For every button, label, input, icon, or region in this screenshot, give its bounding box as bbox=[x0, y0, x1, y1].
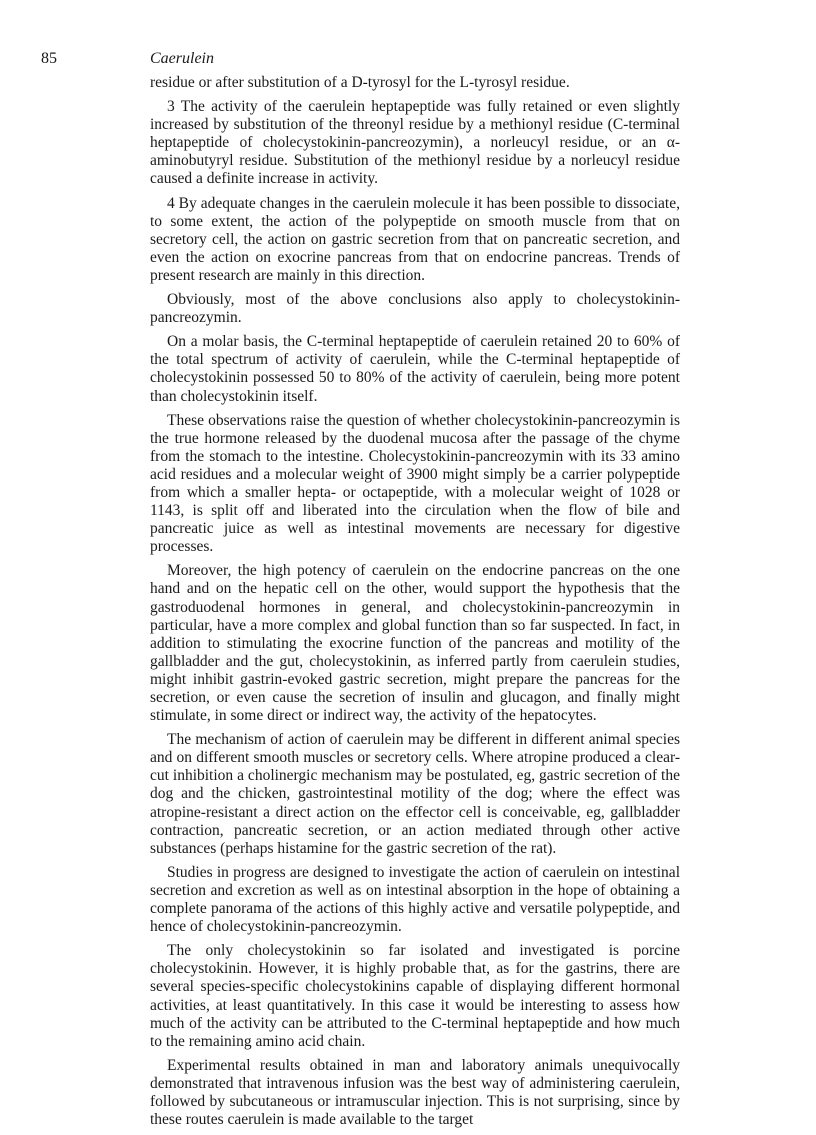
running-title: Caerulein bbox=[150, 50, 214, 67]
page-number: 85 bbox=[41, 50, 57, 67]
paragraph: 4 By adequate changes in the caerulein molecule it has been possible to dissociate, to some extent, the action of the polypeptide on smooth muscle from that on secretory cell, the action on gastric secretion from that on pancreatic secretion, and even the action on exocrine pancreas from that on endocrine pancreas. Trends of present research are mainly in this direction. bbox=[150, 194, 680, 284]
paragraph: Studies in progress are designed to investigate the action of caerulein on intestinal secretion and excretion as well as on intestinal absorption in the hope of obtaining a complete panorama of the actions of this highly active and versatile polypeptide, and hence of cholecystokinin-pancreozymin. bbox=[150, 863, 680, 936]
paragraph: 3 The activity of the caerulein heptapeptide was fully retained or even slightly increased by substitution of the threonyl residue by a methionyl residue (C-terminal heptapeptide of cholecystokinin-pancreozymin), a norleucyl residue, or an α-aminobutyryl residue. Substitution of the methionyl residue by a norleucyl residue caused a definite increase in activity. bbox=[150, 98, 680, 188]
paragraph: Experimental results obtained in man and laboratory animals unequivocally demonstrated that intravenous infusion was the best way of administering caerulein, followed by subcutaneous or intramuscular injection. This is not surprising, since by these routes caerulein is made available to the target bbox=[150, 1056, 680, 1129]
paragraph: Moreover, the high potency of caerulein on the endocrine pancreas on the one hand and on the hepatic cell on the other, would support the hypothesis that the gastroduodenal hormones in general, and cholecystokinin-pancreozymin in particular, have a more complex and global function than so far suspected. In fact, in addition to stimulating the exocrine function of the pancreas and motility of the gallbladder and the gut, cholecystokinin, as inferred partly from caerulein studies, might inhibit gastrin-evoked gastric secretion, might prepare the pancreas for the secretion, or even cause the secretion of insulin and glucagon, and finally might stimulate, in some direct or indirect way, the activity of the hepatocytes. bbox=[150, 562, 680, 725]
paragraph: The mechanism of action of caerulein may be different in different animal species and on different smooth muscles or secretory cells. Where atropine produced a clear-cut inhibition a cholinergic mechanism may be postulated, eg, gastric secretion of the dog and the chicken, gastrointestinal motility of the dog; where the effect was atropine-resistant a direct action on the effector cell is conceivable, eg, gallbladder contraction, pancreatic secretion, or an action mediated through other active substances (perhaps histamine for the gastric secretion of the rat). bbox=[150, 731, 680, 857]
paragraph: These observations raise the question of whether cholecystokinin-pancreozymin is the true hormone released by the duodenal mucosa after the passage of the chyme from the stomach to the intestine. Cholecystokinin-pancreozymin with its 33 amino acid residues and a molecular weight of 3900 might simply be a carrier polypeptide from which a smaller hepta- or octapeptide, with a molecular weight of 1028 or 1143, is split off and liberated into the circulation when the flow of bile and pancreatic juice as well as intestinal movements are necessary for digestive processes. bbox=[150, 411, 680, 556]
paragraph: residue or after substitution of a D-tyrosyl for the L-tyrosyl residue. bbox=[150, 74, 570, 91]
paragraph: On a molar basis, the C-terminal heptapeptide of caerulein retained 20 to 60% of the total spectrum of activity of caerulein, while the C-terminal heptapeptide of cholecystokinin possessed 50 to 80% of the activity of caerulein, being more potent than cholecystokinin itself. bbox=[150, 333, 680, 405]
article-body bbox=[150, 74, 680, 1135]
paragraph: Obviously, most of the above conclusions also apply to cholecystokinin-pancreozymin. bbox=[150, 291, 680, 327]
paragraph: The only cholecystokinin so far isolated and investigated is porcine cholecystokinin. However, it is highly probable that, as for the gastrins, there are several species-specific cholecystokinins capable of displaying different hormonal activities, at least quantitatively. In this case it would be interesting to assess how much of the activity can be attributed to the C-terminal heptapeptide and how much to the remaining amino acid chain. bbox=[150, 942, 680, 1050]
